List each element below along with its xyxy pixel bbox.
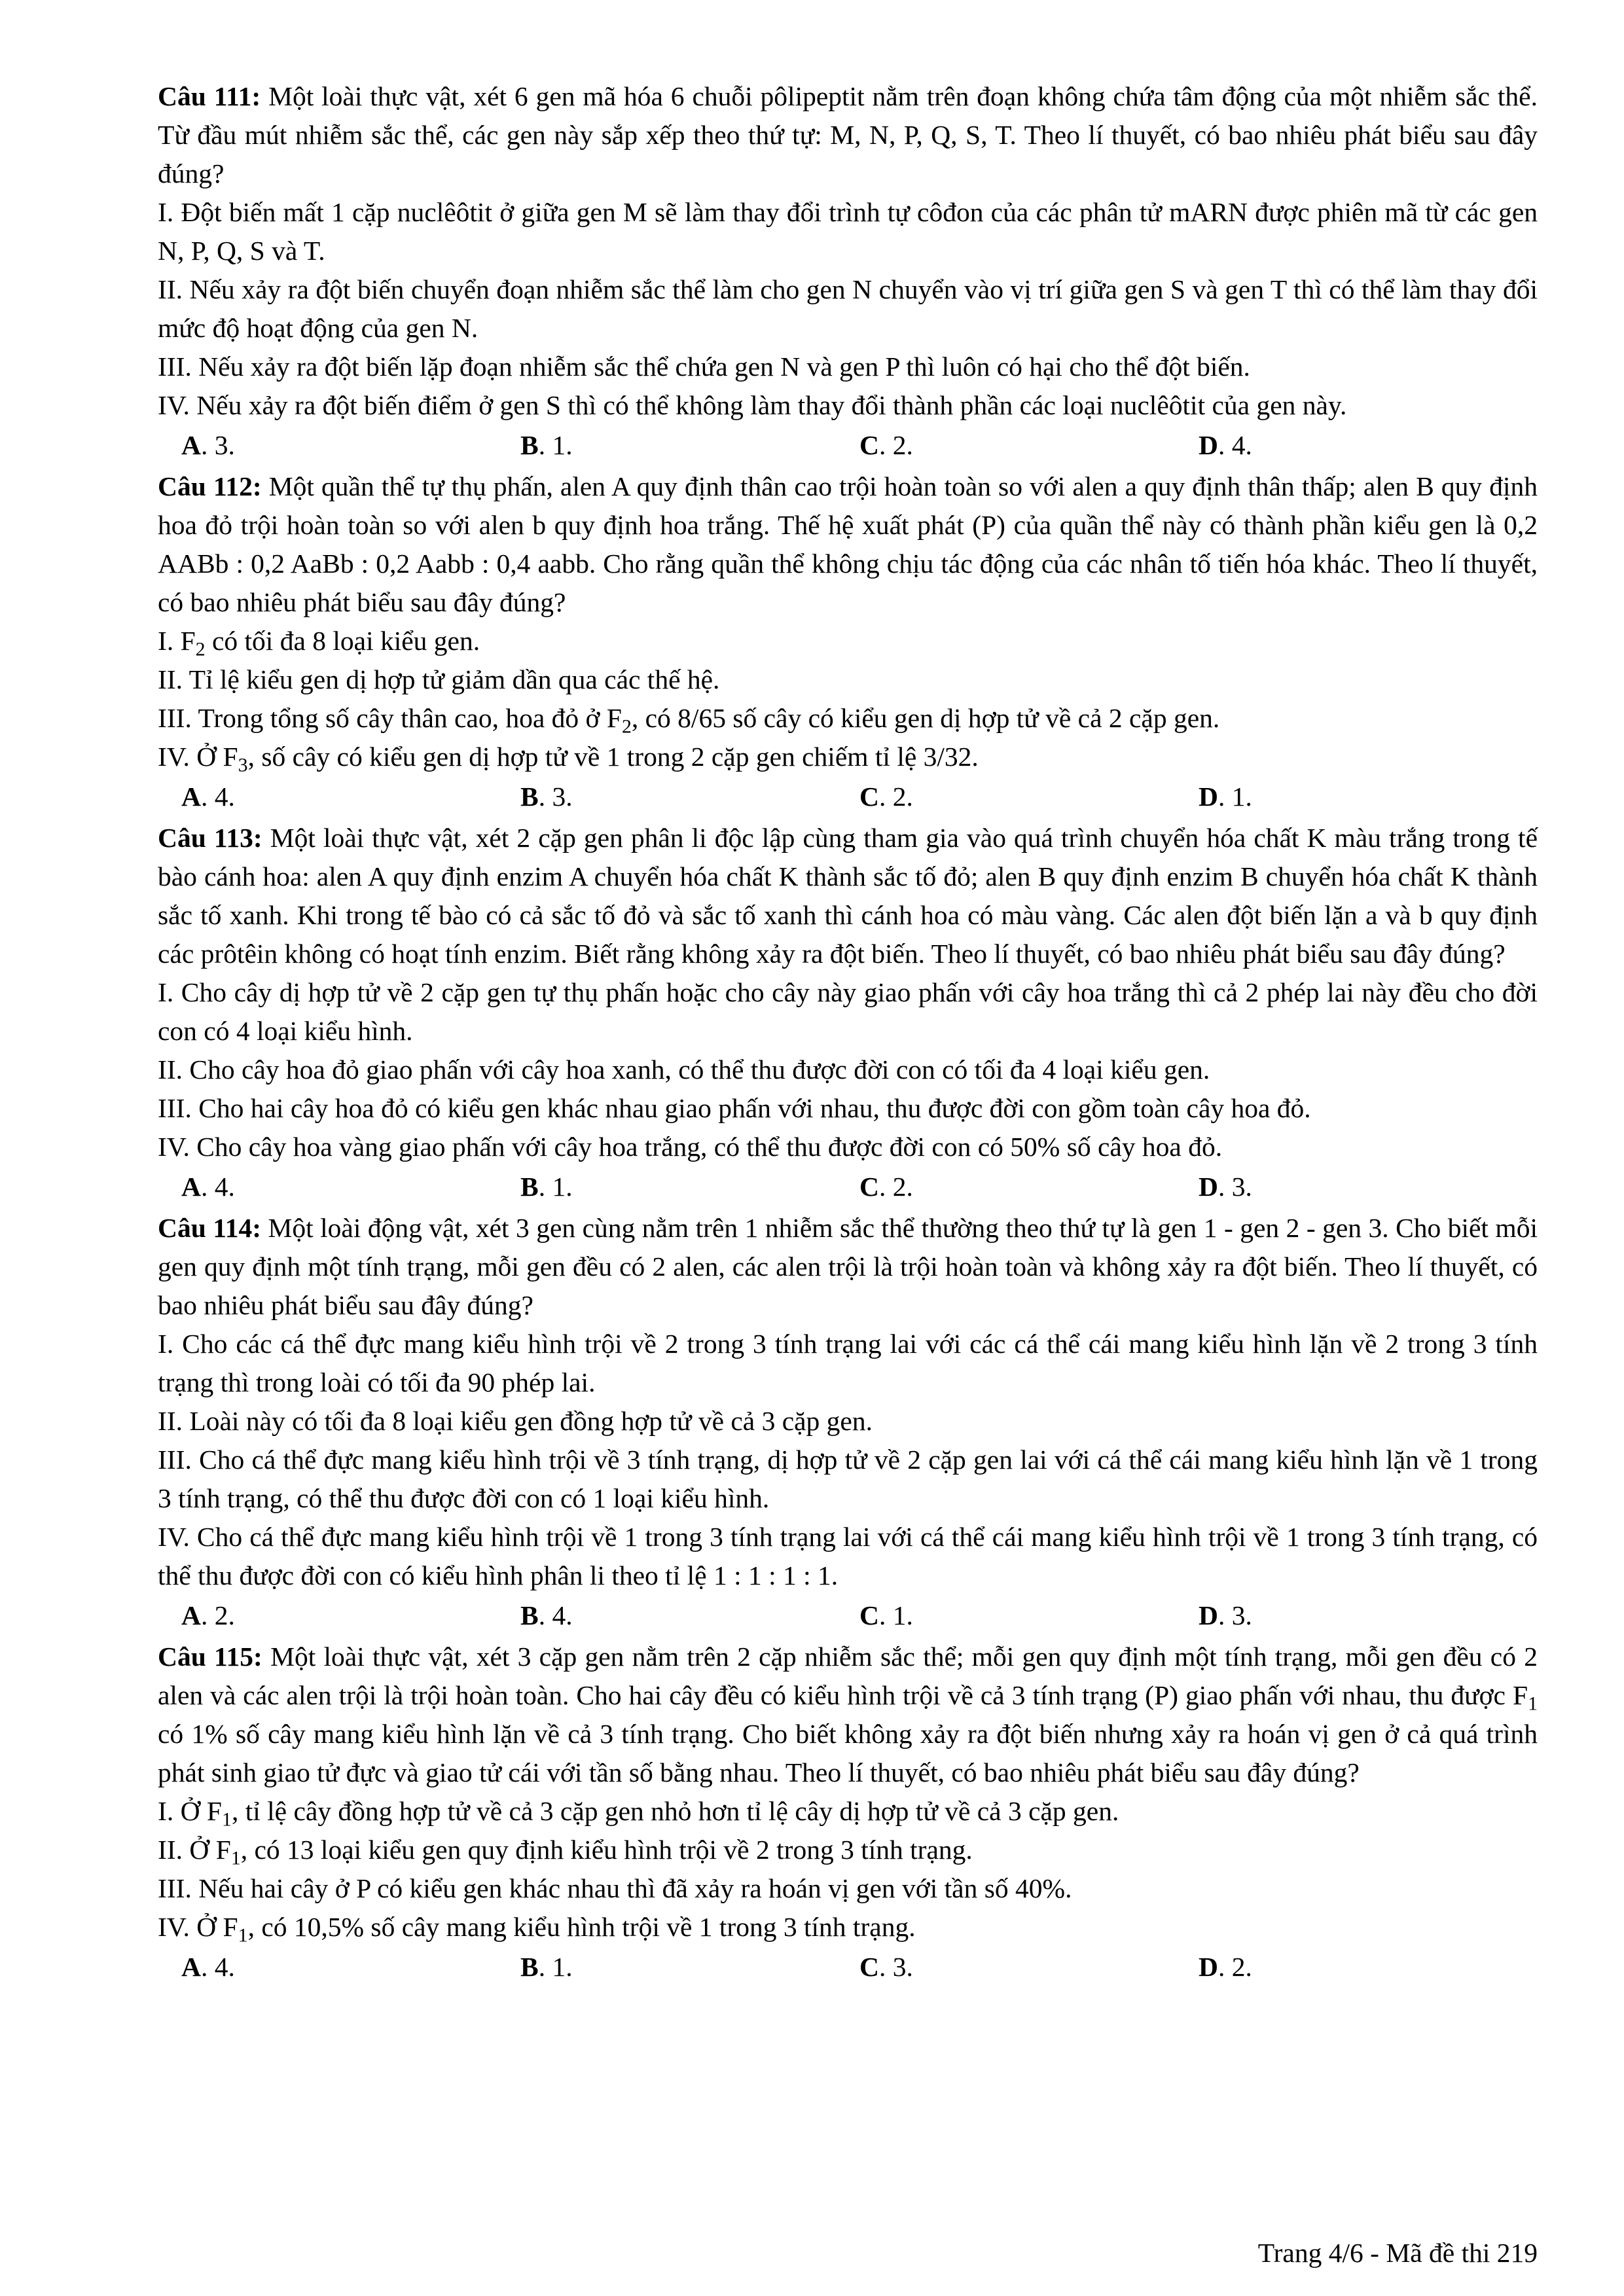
answer-letter: C bbox=[859, 781, 879, 812]
answer-value: . 1. bbox=[538, 1952, 573, 1982]
answer-letter: A bbox=[181, 1172, 201, 1202]
answer-value: . 4. bbox=[200, 1952, 235, 1982]
question-112 bbox=[158, 467, 1538, 816]
statement-i: I. Đột biến mất 1 cặp nuclêôtit ở giữa gen M sẽ làm thay đổi trình tự côđon của các phân tử mARN được phiên mã từ các gen N, P, Q, S và T. bbox=[158, 197, 1538, 266]
page-footer: Trang 4/6 - Mã đề thi 219 bbox=[1257, 2238, 1538, 2268]
answer-b[interactable] bbox=[520, 1596, 859, 1635]
answer-letter: B bbox=[520, 430, 539, 460]
question-text: Một loài thực vật, xét 3 cặp gen nằm trên 2 cặp nhiễm sắc thể; mỗi gen quy định một tính trạng, mỗi gen đều có 2 alen và các alen trội là trội hoàn toàn. Cho hai cây đều có kiểu hình trội về cả 3 tính trạng (P) giao phấn với nhau, thu được $F_1$ có 1% số cây mang kiểu hình lặn về cả 3 tính trạng. Cho biết không xảy ra đột biến nhưng xảy ra hoán vị gen ở cả quá trình phát sinh giao tử đực và giao tử cái với tần số bằng nhau. Theo lí thuyết, có bao nhiêu phát biểu sau đây đúng? bbox=[158, 1641, 1538, 1787]
answer-c[interactable] bbox=[859, 1168, 1199, 1206]
answer-b[interactable] bbox=[520, 778, 859, 816]
statement-ii: II. Ở $F_1$, có 13 loại kiểu gen quy định kiểu hình trội về 2 trong 3 tính trạng. bbox=[158, 1835, 973, 1869]
answer-value: . 3. bbox=[1218, 1600, 1252, 1630]
answer-a[interactable] bbox=[181, 1596, 520, 1635]
answer-letter: C bbox=[859, 430, 879, 460]
answer-letter: D bbox=[1199, 1172, 1218, 1202]
answer-c[interactable] bbox=[859, 1596, 1199, 1635]
question-114 bbox=[158, 1209, 1538, 1635]
statement-iv: IV. Cho cây hoa vàng giao phấn với cây hoa trắng, có thể thu được đời con có 50% số cây hoa đỏ. bbox=[158, 1132, 1223, 1162]
answer-value: . 1. bbox=[538, 1172, 573, 1202]
answer-options bbox=[158, 1596, 1538, 1635]
statement-i: I. Ở $F_1$, tỉ lệ cây đồng hợp tử về cả 3 cặp gen nhỏ hơn tỉ lệ cây dị hợp tử về cả 3 cặp gen. bbox=[158, 1796, 1119, 1831]
answer-value: . 1. bbox=[878, 1600, 913, 1630]
answer-d[interactable] bbox=[1199, 426, 1538, 465]
question-label: Câu 113: bbox=[158, 823, 262, 853]
answer-value: . 3. bbox=[878, 1952, 913, 1982]
answer-value: . 4. bbox=[1218, 430, 1252, 460]
question-label: Câu 115: bbox=[158, 1641, 262, 1672]
answer-d[interactable] bbox=[1199, 1168, 1538, 1206]
statement-i: I. $F_2$ có tối đa 8 loại kiểu gen. bbox=[158, 626, 480, 660]
answer-c[interactable] bbox=[859, 426, 1199, 465]
answer-c[interactable] bbox=[859, 778, 1199, 816]
statement-iii: III. Nếu hai cây ở P có kiểu gen khác nhau thì đã xảy ra hoán vị gen với tần số 40%. bbox=[158, 1873, 1072, 1903]
answer-value: . 2. bbox=[878, 1172, 913, 1202]
answer-value: . 3. bbox=[538, 781, 573, 812]
answer-b[interactable] bbox=[520, 426, 859, 465]
statement-iv: IV. Ở $F_3$, số cây có kiểu gen dị hợp tử về 1 trong 2 cặp gen chiếm tỉ lệ 3/32. bbox=[158, 742, 979, 776]
question-stem bbox=[158, 77, 1538, 193]
answer-letter: A bbox=[181, 1600, 201, 1630]
question-111 bbox=[158, 77, 1538, 465]
statement-iii: III. Cho hai cây hoa đỏ có kiểu gen khác nhau giao phấn với nhau, thu được đời con gồm toàn cây hoa đỏ. bbox=[158, 1093, 1311, 1123]
answer-value: . 2. bbox=[200, 1600, 235, 1630]
answer-d[interactable] bbox=[1199, 1948, 1538, 1986]
statement-iii: III. Cho cá thể đực mang kiểu hình trội về 3 tính trạng, dị hợp tử về 2 cặp gen lai với cá thể cái mang kiểu hình lặn về 1 trong 3 tính trạng, có thể thu được đời con có 1 loại kiểu hình. bbox=[158, 1444, 1538, 1513]
answer-value: . 2. bbox=[878, 430, 913, 460]
statement-iii: III. Trong tổng số cây thân cao, hoa đỏ ở $F_2$, có 8/65 số cây có kiểu gen dị hợp tử về cả 2 cặp gen. bbox=[158, 703, 1220, 738]
answer-letter: D bbox=[1199, 781, 1218, 812]
question-text: Một loài thực vật, xét 2 cặp gen phân li độc lập cùng tham gia vào quá trình chuyển hóa chất K màu trắng trong tế bào cánh hoa: alen A quy định enzim A chuyển hóa chất K thành sắc tố đỏ; alen B quy định enzim B chuyển hóa chất K thành sắc tố xanh. Khi trong tế bào có cả sắc tố đỏ và sắc tố xanh thì cánh hoa có màu vàng. Các alen đột biến lặn a và b quy định các prôtêin không có hoạt tính enzim. Biết rằng không xảy ra đột biến. Theo lí thuyết, có bao nhiêu phát biểu sau đây đúng? bbox=[158, 823, 1538, 969]
answer-value: . 3. bbox=[200, 430, 235, 460]
statement-iv: IV. Ở $F_1$, có 10,5% số cây mang kiểu hình trội về 1 trong 3 tính trạng. bbox=[158, 1912, 916, 1946]
answer-letter: C bbox=[859, 1172, 879, 1202]
answer-letter: D bbox=[1199, 430, 1218, 460]
answer-letter: A bbox=[181, 781, 201, 812]
question-stem bbox=[158, 1638, 1538, 1792]
answer-value: . 1. bbox=[538, 430, 573, 460]
answer-options bbox=[158, 1948, 1538, 1986]
answer-value: . 3. bbox=[1218, 1172, 1252, 1202]
answer-letter: B bbox=[520, 1600, 539, 1630]
answer-value: . 4. bbox=[200, 781, 235, 812]
answer-letter: B bbox=[520, 1952, 539, 1982]
answer-value: . 4. bbox=[200, 1172, 235, 1202]
question-stem bbox=[158, 1209, 1538, 1325]
answer-options bbox=[158, 778, 1538, 816]
answer-options bbox=[158, 426, 1538, 465]
question-label: Câu 114: bbox=[158, 1213, 262, 1243]
answer-letter: D bbox=[1199, 1952, 1218, 1982]
statement-iv: IV. Nếu xảy ra đột biến điểm ở gen S thì có thể không làm thay đổi thành phần các loại nuclêôtit của gen này. bbox=[158, 390, 1347, 420]
question-label: Câu 112: bbox=[158, 471, 262, 501]
answer-letter: B bbox=[520, 1172, 539, 1202]
answer-d[interactable] bbox=[1199, 778, 1538, 816]
question-text: Một loài động vật, xét 3 gen cùng nằm trên 1 nhiễm sắc thể thường theo thứ tự là gen 1 - gen 2 - gen 3. Cho biết mỗi gen quy định một tính trạng, mỗi gen đều có 2 alen, các alen trội là trội hoàn toàn và không xảy ra đột biến. Theo lí thuyết, có bao nhiêu phát biểu sau đây đúng? bbox=[158, 1213, 1538, 1320]
statement-iv: IV. Cho cá thể đực mang kiểu hình trội về 1 trong 3 tính trạng lai với cá thể cái mang kiểu hình trội về 1 trong 3 tính trạng, có thể thu được đời con có kiểu hình phân li theo tỉ lệ 1 : 1 : 1 : 1. bbox=[158, 1522, 1538, 1590]
answer-value: . 2. bbox=[878, 781, 913, 812]
statement-ii: II. Tỉ lệ kiểu gen dị hợp tử giảm dần qua các thế hệ. bbox=[158, 664, 720, 694]
exam-page bbox=[158, 77, 1538, 1989]
statement-ii: II. Nếu xảy ra đột biến chuyển đoạn nhiễm sắc thể làm cho gen N chuyển vào vị trí giữa gen S và gen T thì có thể làm thay đổi mức độ hoạt động của gen N. bbox=[158, 274, 1538, 343]
answer-c[interactable] bbox=[859, 1948, 1199, 1986]
statement-i: I. Cho cây dị hợp tử về 2 cặp gen tự thụ phấn hoặc cho cây này giao phấn với cây hoa trắng thì cả 2 phép lai này đều cho đời con có 4 loại kiểu hình. bbox=[158, 977, 1538, 1046]
answer-a[interactable] bbox=[181, 1168, 520, 1206]
question-113 bbox=[158, 819, 1538, 1206]
statement-iii: III. Nếu xảy ra đột biến lặp đoạn nhiễm sắc thể chứa gen N và gen P thì luôn có hại cho thể đột biến. bbox=[158, 351, 1250, 382]
question-text: Một quần thể tự thụ phấn, alen A quy định thân cao trội hoàn toàn so với alen a quy định thân thấp; alen B quy định hoa đỏ trội hoàn toàn so với alen b quy định hoa trắng. Thế hệ xuất phát (P) của quần thể này có thành phần kiểu gen là 0,2 AABb : 0,2 AaBb : 0,2 Aabb : 0,4 aabb. Cho rằng quần thể không chịu tác động của các nhân tố tiến hóa khác. Theo lí thuyết, có bao nhiêu phát biểu sau đây đúng? bbox=[158, 471, 1538, 617]
question-stem bbox=[158, 467, 1538, 622]
answer-a[interactable] bbox=[181, 1948, 520, 1986]
answer-d[interactable] bbox=[1199, 1596, 1538, 1635]
answer-letter: B bbox=[520, 781, 539, 812]
answer-letter: C bbox=[859, 1952, 879, 1982]
answer-a[interactable] bbox=[181, 778, 520, 816]
answer-letter: D bbox=[1199, 1600, 1218, 1630]
answer-value: . 1. bbox=[1218, 781, 1252, 812]
answer-letter: A bbox=[181, 430, 201, 460]
answer-b[interactable] bbox=[520, 1168, 859, 1206]
question-text: Một loài thực vật, xét 6 gen mã hóa 6 chuỗi pôlipeptit nằm trên đoạn không chứa tâm động của một nhiễm sắc thể. Từ đầu mút nhiễm sắc thể, các gen này sắp xếp theo thứ tự: M, N, P, Q, S, T. Theo lí thuyết, có bao nhiêu phát biểu sau đây đúng? bbox=[158, 81, 1538, 188]
answer-letter: A bbox=[181, 1952, 201, 1982]
answer-b[interactable] bbox=[520, 1948, 859, 1986]
answer-letter: C bbox=[859, 1600, 879, 1630]
question-label: Câu 111: bbox=[158, 81, 261, 111]
statement-ii: II. Loài này có tối đa 8 loại kiểu gen đồng hợp tử về cả 3 cặp gen. bbox=[158, 1406, 873, 1436]
statement-i: I. Cho các cá thể đực mang kiểu hình trội về 2 trong 3 tính trạng lai với các cá thể cái mang kiểu hình lặn về 2 trong 3 tính trạng thì trong loài có tối đa 90 phép lai. bbox=[158, 1329, 1538, 1397]
question-115 bbox=[158, 1638, 1538, 1986]
statement-ii: II. Cho cây hoa đỏ giao phấn với cây hoa xanh, có thể thu được đời con có tối đa 4 loại kiểu gen. bbox=[158, 1054, 1210, 1085]
question-stem bbox=[158, 819, 1538, 973]
answer-a[interactable] bbox=[181, 426, 520, 465]
answer-value: . 4. bbox=[538, 1600, 573, 1630]
answer-options bbox=[158, 1168, 1538, 1206]
answer-value: . 2. bbox=[1218, 1952, 1252, 1982]
